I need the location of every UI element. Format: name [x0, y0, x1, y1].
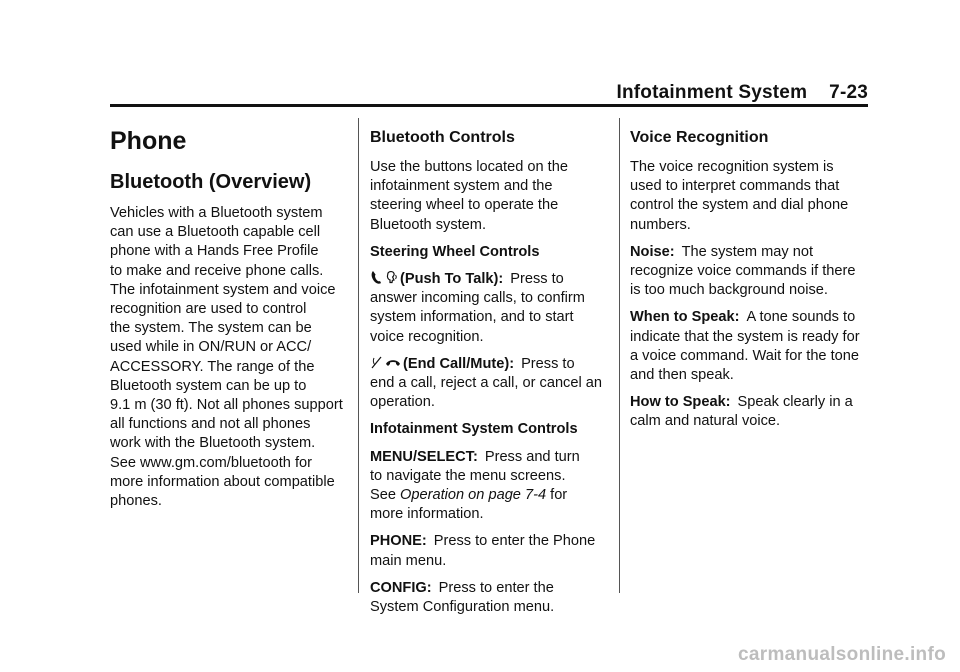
handset-talk-icon	[370, 270, 383, 285]
header-rule	[110, 104, 868, 107]
when-to-speak-item: When to Speak: A tone sounds to indicate that the system is ready for a voice command. Wait for the tone and then speak.	[630, 309, 860, 384]
section-heading-phone: Phone	[110, 127, 187, 155]
mute-icon	[370, 355, 383, 370]
noise-item: Noise: The system may not recognize voice commands if there is too much background noise.	[630, 243, 856, 299]
overview-paragraph: Vehicles with a Bluetooth system can use a Bluetooth capable cell phone with a Hands Free Profile to make and receive phone calls. The infotainment system and voice recognition are used to control the system. The system can be used while in ON/RUN or ACC/ ACCESSORY. The range of the Bluetooth system can be up to 9.1 m (30 ft). Not all phones support all functions and not all phones work with the Bluetooth system. See www.gm.com/bluetooth for more information about compatible phones.	[110, 205, 343, 510]
heading-voice-recognition: Voice Recognition	[630, 129, 769, 146]
operation-page-link[interactable]: Operation on page 7-4	[400, 487, 547, 504]
section-title: Infotainment System	[616, 82, 808, 103]
end-call-mute-item: (End Call/Mute): Press to end a call, reject a call, or cancel an operation.	[370, 355, 603, 411]
watermark: carmanualsonline.info	[738, 644, 946, 665]
config-item: CONFIG: Press to enter the System Configuration menu.	[370, 579, 555, 616]
column-divider-1	[358, 118, 359, 593]
column-2	[370, 118, 610, 625]
how-to-speak-item: How to Speak: Speak clearly in a calm and natural voice.	[630, 394, 853, 430]
voice-intro: The voice recognition system is used to interpret commands that control the system and dial phone numbers.	[630, 159, 849, 233]
heading-bluetooth-controls: Bluetooth Controls	[370, 129, 515, 146]
menu-select-item: MENU/SELECT: Press and turn to navigate the menu screens. See Operation on page 7-4 for more information.	[370, 448, 580, 523]
phone-item: PHONE: Press to enter the Phone main menu.	[370, 533, 596, 569]
column-3	[630, 118, 870, 440]
push-to-talk-item: (Push To Talk): Press to answer incoming calls, to confirm system information, and to start voice recognition.	[370, 271, 585, 345]
column-1	[110, 118, 346, 519]
page-number: 7-23	[829, 82, 868, 103]
voice-recognition-icon	[385, 270, 398, 285]
column-divider-2	[619, 118, 620, 593]
page-header	[110, 82, 868, 104]
infotainment-controls-title: Infotainment System Controls	[370, 421, 578, 438]
steering-wheel-controls-title: Steering Wheel Controls	[370, 243, 540, 260]
heading-bluetooth-overview: Bluetooth (Overview)	[110, 171, 312, 193]
end-call-icon	[385, 355, 401, 370]
controls-intro: Use the buttons located on the infotainment system and the steering wheel to operate the Bluetooth system.	[370, 159, 568, 233]
